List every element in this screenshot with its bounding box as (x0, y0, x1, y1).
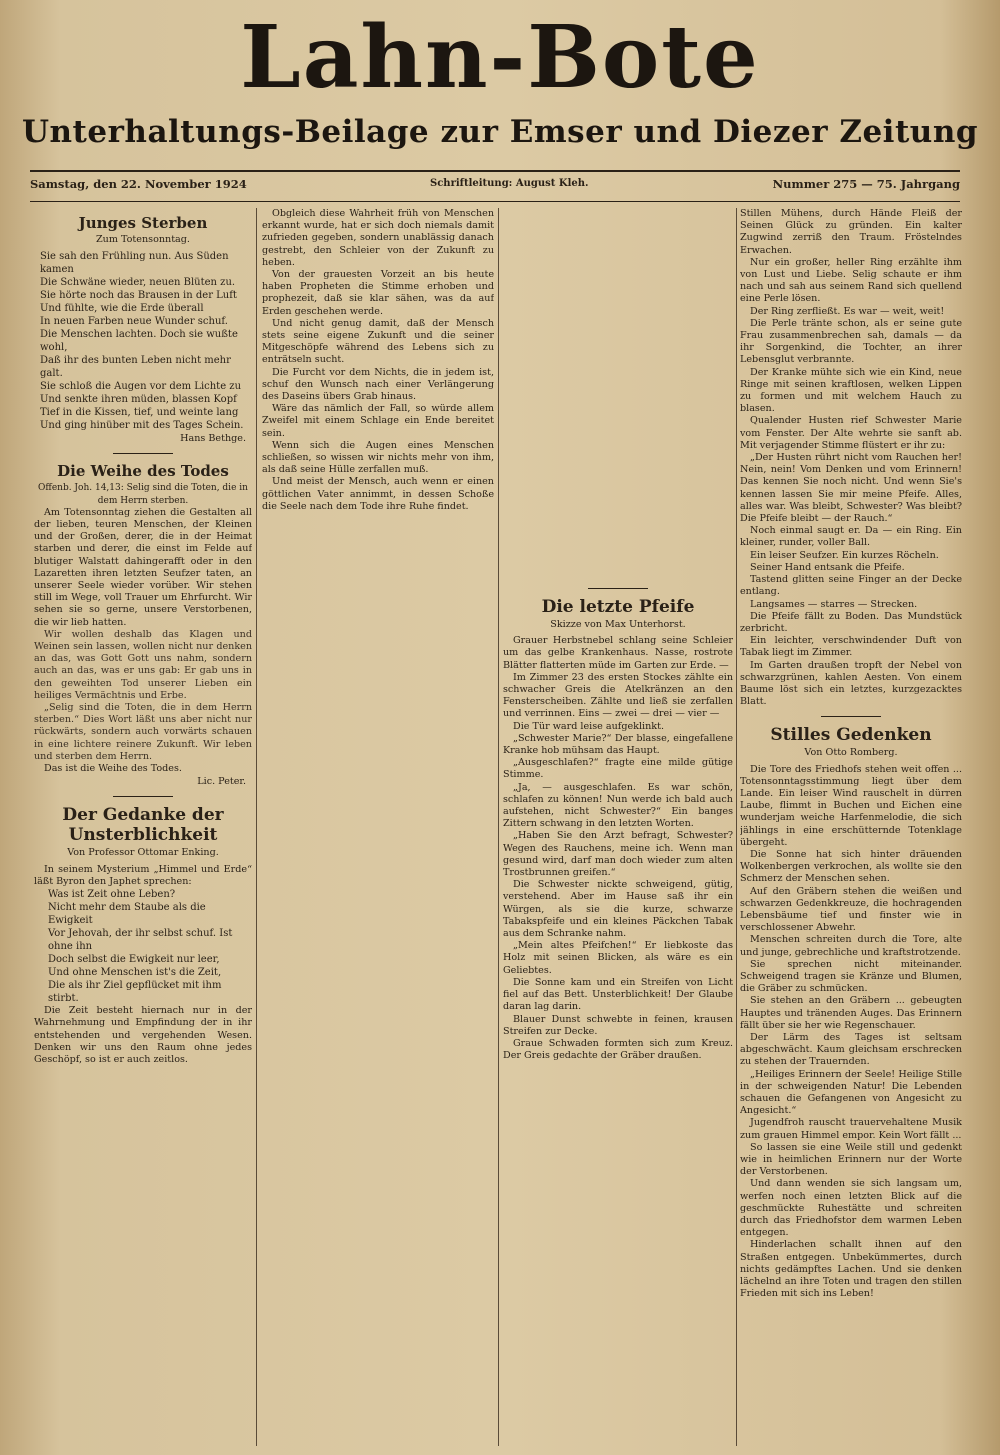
article-paragraph: Der Kranke mühte sich wie ein Kind, neue Ringe mit seinen kraftlosen, welken Lippen zu formen und mit welchem Hauch zu blasen. (740, 366, 962, 415)
article-title-junges-sterben: Junges Sterben (78, 214, 208, 232)
verse-line: Vor Jehovah, der ihr selbst schuf. Ist ohne ihn (48, 928, 233, 953)
newspaper-subtitle: Unterhaltungs-Beilage zur Emser und Diezer Zeitung (21, 114, 979, 150)
article-paragraph: Der Ring zerfließt. Es war — weit, weit! (750, 305, 945, 317)
article-paragraph: Und nicht genug damit, daß der Mensch stets seine eigene Zukunft und die seiner Mitgeschöpfe während des Lebens sich zu enträtseln sucht. (262, 317, 494, 366)
article-paragraph: Ein leiser Seufzer. Ein kurzes Röcheln. (750, 549, 939, 561)
article-paragraph: Die Zeit besteht hiernach nur in der Wahrnehmung und Empfindung der in ihr entstehenden und vergehenden Wesen. Denken wir uns den Raum ohne jedes Geschöpf, so ist er auch zeitlos. (34, 1005, 252, 1065)
article-paragraph: Die Tore des Friedhofs stehen weit offen ... Totensonntagsstimmung liegt über dem Lande. Ein leiser Wind rauschelt in dürren Laube, flimmt in Buchen und Eichen eine wunderjam weiche Harfenmelodie, die sich jählings in eine erschütternde Totenklage übergeht. (740, 763, 962, 848)
issue-date: Samstag, den 22. November 1924 (30, 177, 247, 191)
poem-line: Daß ihr des bunten Leben nicht mehr galt. (40, 355, 231, 380)
poem-line: Die Menschen lachten. Doch sie wußte wohl, (40, 329, 238, 354)
article-paragraph: Am Totensonntag ziehen die Gestalten all der lieben, teuren Menschen, der Kleinen und der Großen, derer, die in der Heimat starben und derer, die einst im Felde auf blutiger Walstatt dahingerafft oder in den Lazaretten ihren letzten Seufzer taten, an unserer Seele wieder vorüber. Wir stehen still im Wege, voll Trauer um Ehrfurcht. Wir sehen sie so gerne, unsere Verstorbenen, die wir lieb hatten. (34, 506, 252, 628)
article-paragraph: Grauer Herbstnebel schlang seine Schleier um das gelbe Krankenhaus. Nasse, rostrote Blätter flatterten müde im Garten zur Erde. — (503, 635, 733, 671)
article-paragraph: Die Furcht vor dem Nichts, die in jedem ist, schuf den Wunsch nach einer Verlängerung des Daseins übers Grab hinaus. (262, 366, 494, 403)
poem-line: Die Schwäne wieder, neuen Blüten zu. (40, 277, 236, 289)
article-title-letzte-pfeife: Die letzte Pfeife (541, 597, 695, 617)
article-paragraph: Sie stehen an den Gräbern ... gebeugten Hauptes und tränenden Auges. Das Erinnern fällt über sie her wie Regenschauer. (740, 995, 962, 1031)
dateline (30, 177, 960, 197)
article-paragraph: Tastend glitten seine Finger an der Decke entlang. (740, 574, 962, 598)
article-paragraph: Das ist die Weihe des Todes. (44, 763, 182, 775)
poem-line: In neuen Farben neue Wunder schuf. (40, 316, 228, 328)
separator (821, 716, 881, 717)
article-paragraph: Und dann wenden sie sich langsam um, werfen noch einen letzten Blick auf die geschmückte Ruhestätte und schreiten durch das Friedhofstor dem warmen Leben entgegen. (740, 1178, 962, 1239)
poem-line: Und ging hinüber mit des Tages Schein. (40, 420, 244, 432)
article-paragraph: Sie sprechen nicht miteinander. Schweigend tragen sie Kränze und Blumen, die Gräber zu schmücken. (740, 958, 962, 995)
poem-line: Und fühlte, wie die Erde überall (40, 303, 204, 315)
verse-line: Und ohne Menschen ist's die Zeit, (48, 967, 222, 979)
poem-author: Hans Bethge. (180, 433, 246, 445)
article-paragraph: Die Sonne kam und ein Streifen von Licht fiel auf das Bett. Unsterblichkeit! Der Glaube daran lag darin. (503, 976, 733, 1013)
article-paragraph: „Ausgeschlafen?“ fragte eine milde gütige Stimme. (503, 757, 733, 781)
article-paragraph: Im Garten draußen tropft der Nebel von schwarzgrünen, kahlen Aesten. Von einem Baume löst sich ein letztes, kurzgezacktes Blatt. (740, 659, 962, 708)
article-motto: Offenb. Joh. 14,13: Selig sind die Toten, die in dem Herrn sterben. (38, 483, 248, 506)
article-paragraph: Jugendfroh rauscht trauervehaltene Musik zum grauen Himmel empor. Kein Wort fällt ... (740, 1117, 962, 1141)
article-paragraph: Von der grauesten Vorzeit an bis heute haben Propheten die Stimme erhoben und prophezeit, daß sie klar sähen, was da auf Erden geschehen werde. (262, 269, 494, 317)
article-paragraph: „Heiliges Erinnern der Seele! Heilige Stille in der schweigenden Natur! Die Lebenden schauen die Gefangenen von Angesicht zu Angesicht.“ (740, 1068, 962, 1117)
masthead (0, 8, 1000, 152)
column-divider (498, 208, 499, 1446)
verse-line: Die als ihr Ziel gepflücket mit ihm stirbt. (48, 980, 222, 1005)
article-title-weihe: Die Weihe des Todes (57, 462, 229, 481)
article-paragraph: Hinderlachen schallt ihnen auf den Straßen entgegen. Unbekümmertes, durch nichts gedämpftes Lachen. Und sie denken lächelnd an ihre Toten und tragen den stillen Frieden mit sich ins Leben! (740, 1239, 962, 1300)
article-paragraph: Die Tür ward leise aufgeklinkt. (513, 720, 664, 732)
article-paragraph: Im Zimmer 23 des ersten Stockes zählte ein schwacher Greis die Atelkränzen an den Fensterscheiben. Zählte und ließ sie zerfallen und verrinnen. Eins — zwei — drei — vier — (503, 671, 733, 720)
poem-line: Sie sah den Frühling nun. Aus Süden kamen (40, 251, 229, 276)
column-2 (262, 208, 494, 1448)
article-paragraph: „Selig sind die Toten, die in dem Herrn sterben.“ Dies Wort läßt uns aber nicht nur rückwärts, sondern auch vorwärts schauen in eine lichtere reinere Zukunft. Wir leben und sterben dem Herrn. (34, 702, 252, 762)
column-divider (736, 208, 737, 1446)
dateline-rule (30, 201, 960, 202)
article-paragraph: Wenn sich die Augen eines Menschen schließen, so wissen wir nichts mehr von ihm, als daß seine Hülle zerfallen muß. (262, 439, 494, 476)
top-rule (30, 170, 960, 172)
article-paragraph: Nur ein großer, heller Ring erzählte ihm von Lust und Liebe. Selig schaute er ihm nach und sah aus seinem Rand sich quellend eine Perle lösen. (740, 256, 962, 305)
article-paragraph: Die Schwester nickte schweigend, gütig, verstehend. Aber im Hause saß ihr ein Würgen, als sie die kurze, schwarze Tabakspfeife und ein kleines Päckchen Tabak aus dem Schranke nahm. (503, 879, 733, 940)
separator (113, 453, 173, 454)
verse-line: Doch selbst die Ewigkeit nur leer, (48, 954, 220, 966)
column-1 (34, 208, 252, 1448)
poem-line: Sie schloß die Augen vor dem Lichte zu (40, 381, 242, 393)
column-3 (503, 208, 733, 1448)
article-title-gedanke: Der Gedanke der Unsterblichkeit (62, 805, 224, 846)
article-paragraph: „Haben Sie den Arzt befragt, Schwester? Wegen des Rauchens, meine ich. Wenn man gesund wird, darf man doch wieder zum alten Trostbrunnen greifen.“ (503, 830, 733, 879)
article-paragraph: Und meist der Mensch, auch wenn er einen göttlichen Vater annimmt, in dessen Schoße die Seele nach dem Tode ihre Ruhe findet. (262, 476, 494, 512)
article-paragraph: Auf den Gräbern stehen die weißen und schwarzen Gedenkkreuze, die hochragenden Lebensbäume tief und finster wie in verschlossener Abwehr. (740, 885, 962, 934)
editor-line: Schriftleitung: August Kleh. (430, 178, 589, 189)
article-paragraph: „Der Husten rührt nicht vom Rauchen her! Nein, nein! Vom Denken und vom Erinnern! Das kennen Sie noch nicht. Und wenn Sie's kennen lassen Sie mir meine Pfeife. Alles, alles war. Was bleibt, Schwester? Was bleibt? Die Pfeife bleibt — der Rauch.“ (740, 452, 962, 525)
article-paragraph: „Mein altes Pfeifchen!“ Er liebkoste das Holz mit seinen Blicken, als wäre es ein Geliebtes. (503, 940, 733, 976)
column-4 (740, 208, 962, 1448)
article-paragraph: Wir wollen deshalb das Klagen und Weinen sein lassen, wollen nicht nur denken an das, was Gott Gott uns nahm, sondern auch an das, was er uns gab: Er gab uns in den geweihten Tod unserer Lieben ein heiliges Vermächtnis und Erbe. (34, 628, 252, 701)
separator (113, 796, 173, 797)
newspaper-title: Lahn-Bote (240, 7, 760, 108)
article-paragraph: Die Pfeife fällt zu Boden. Das Mundstück zerbricht. (740, 610, 962, 634)
poem-line: Sie hörte noch das Brausen in der Luft (40, 290, 237, 302)
article-paragraph: Stillen Mühens, durch Hände Fleiß der Seinen Glück zu gründen. Ein kalter Zugwind zerriß den Traum. Fröstelndes Erwachen. (740, 208, 962, 256)
article-byline: Von Professor Ottomar Enking. (67, 847, 219, 859)
article-paragraph: Ein leichter, verschwindender Duft von Tabak liegt im Zimmer. (740, 635, 962, 659)
article-paragraph: „Ja, — ausgeschlafen. Es war schön, schlafen zu können! Nun werde ich bald auch aufstehen, nicht Schwester?“ Ein banges Zittern schwang in den letzten Worten. (503, 781, 733, 830)
article-paragraph: Menschen schreiten durch die Tore, alte und junge, gebrechliche und kraftstrotzende. (740, 934, 962, 958)
article-title-stilles-gedenken: Stilles Gedenken (770, 725, 932, 746)
poem-subtitle: Zum Totensonntag. (96, 234, 190, 245)
article-author: Lic. Peter. (197, 776, 246, 788)
article-paragraph: Seiner Hand entsank die Pfeife. (750, 561, 905, 573)
article-paragraph: „Schwester Marie?“ Der blasse, eingefallene Kranke hob mühsam das Haupt. (503, 732, 733, 757)
article-paragraph: Die Sonne hat sich hinter dräuenden Wolkenbergen verkrochen, als wollte sie den Schmerz der Menschen sehen. (740, 848, 962, 885)
poem-line: Tief in die Kissen, tief, und weinte lang (40, 407, 239, 419)
article-paragraph: So lassen sie eine Weile still und gedenkt wie in heimlichen Erinnern nur der Worte der Verstorbenen. (740, 1141, 962, 1178)
article-paragraph: Blauer Dunst schwebte in feinen, krausen Streifen zur Decke. (503, 1013, 733, 1037)
article-paragraph: Noch einmal saugt er. Da — ein Ring. Ein kleiner, runder, voller Ball. (740, 525, 962, 549)
poem-line: Und senkte ihren müden, blassen Kopf (40, 394, 237, 406)
article-intro: In seinem Mysterium „Himmel und Erde“ läßt Byron den Japhet sprechen: (34, 863, 252, 887)
article-paragraph: Qualender Husten rief Schwester Marie vom Fenster. Der Alte wehrte sie sanft ab. Mit verjagender Stimme flüstert er ihr zu: (740, 415, 962, 451)
article-paragraph: Graue Schwaden formten sich zum Kreuz. Der Greis gedachte der Gräber draußen. (503, 1037, 733, 1062)
article-paragraph: Der Lärm des Tages ist seltsam abgeschwächt. Kaum gleichsam erschrecken zu stehen der Trauernden. (740, 1032, 962, 1068)
article-paragraph: Wäre das nämlich der Fall, so würde allem Zweifel mit einem Schlage ein Ende bereitet sein. (262, 403, 494, 439)
article-byline: Skizze von Max Unterhorst. (550, 619, 686, 630)
verse-line: Was ist Zeit ohne Leben? (48, 889, 176, 901)
column-divider (256, 208, 257, 1446)
article-paragraph: Langsames — starres — Strecken. (750, 598, 918, 610)
article-paragraph: Die Perle tränte schon, als er seine gute Frau zusammenbrechen sah, damals — da ihr Sorgenkind, die Tochter, an ihrer Lebensglut verbrannte. (740, 317, 962, 366)
article-byline: Von Otto Romberg. (804, 747, 898, 759)
verse-line: Nicht mehr dem Staube als die Ewigkeit (48, 902, 206, 927)
separator (588, 588, 648, 589)
article-paragraph: Obgleich diese Wahrheit früh von Menschen erkannt wurde, hat er sich doch niemals damit zufrieden gegeben, sondern unablässig danach gestrebt, den Schleier von der Zukunft zu heben. (262, 208, 494, 268)
issue-number: Nummer 275 — 75. Jahrgang (772, 177, 960, 191)
